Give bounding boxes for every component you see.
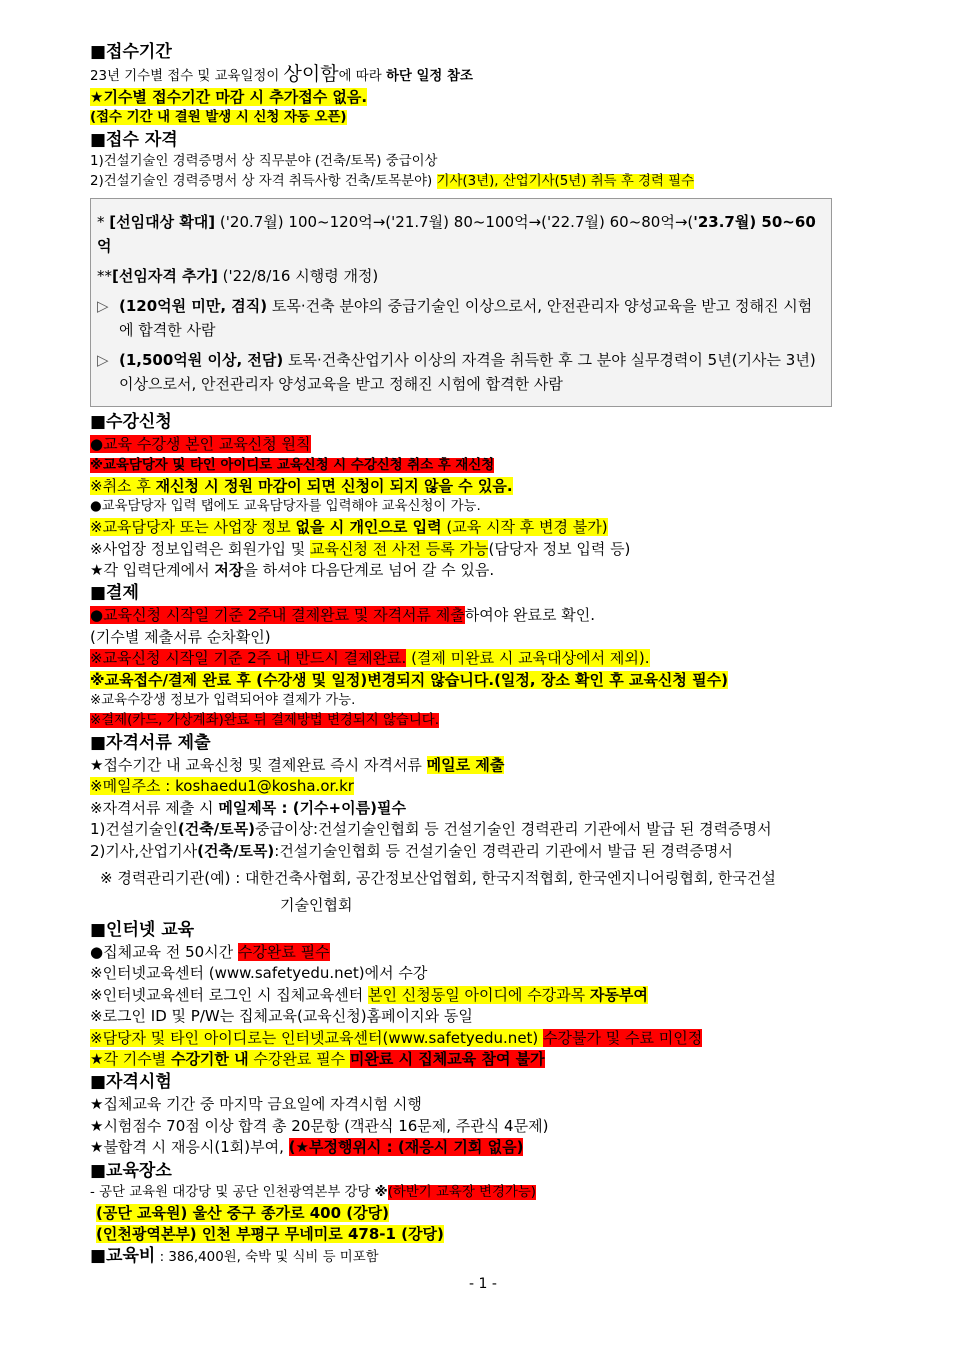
auto-assign-note: ※인터넷교육센터 로그인 시 집체교육센터 본인 신청동일 아이디에 수강과목 자동부여 xyxy=(90,985,648,1004)
section-heading-qualification: ■접수 자격 xyxy=(90,130,178,151)
section-heading-payment: ■결제 xyxy=(90,583,139,604)
venue-ulsan: (공단 교육원) 울산 중구 종가로 400 (강당) xyxy=(96,1203,389,1222)
registration-cancel-note: ※취소 후 재신청 시 정원 마감이 되면 신청이 되지 않을 수 있음. xyxy=(90,476,513,495)
other-id-note: ※담당자 및 타인 아이디로는 인터넷교육센터(www.safetyedu.net) 수강불가 및 수료 미인정 xyxy=(90,1028,703,1047)
document-type-1: 1)건설기술인(건축/토목)중급이상:건설기술인협회 등 건설기술인 경력관리 기관에서 발급 된 경력증명서 xyxy=(90,820,772,839)
appointment-qualification-added: **[선임자격 추가] ('22/8/16 시행령 개정) xyxy=(97,267,379,286)
section-heading-registration: ■수강신청 xyxy=(90,412,172,433)
section-heading-venue: ■교육장소 xyxy=(90,1160,172,1181)
section-heading-documents: ■자격서류 제출 xyxy=(90,733,211,754)
venue-incheon: (인천광역본부) 인천 부평구 무네미로 478-1 (강당) xyxy=(96,1224,444,1243)
no-change-note: ※교육접수/결제 완료 후 (수강생 및 일정)변경되지 않습니다.(일정, 장소 확인 후 교육신청 필수) xyxy=(90,670,728,689)
page-number: - 1 - xyxy=(469,1276,497,1292)
appointment-expansion: * [선임대상 확대] ('20.7월) 100~120억→('21.7월) 80~100억→('22.7월) 60~80억→('23.7월) 50~60억 xyxy=(97,213,816,256)
manager-input-note: ●교육담당자 입력 탭에도 교육담당자를 입력해야 교육신청이 가능. xyxy=(90,499,481,515)
no-extra-application-note: ★기수별 접수기간 마감 시 추가접수 없음. xyxy=(90,88,368,106)
triangle-bullet-icon: ▷ xyxy=(97,297,109,316)
save-step-note: ★각 입력단계에서 저장을 하셔야 다음단계로 넘어 갈 수 있음. xyxy=(90,561,495,580)
personal-input-note: ※교육담당자 또는 사업장 정보 없을 시 개인으로 입력 (교육 시작 후 변경 불가) xyxy=(90,518,608,537)
section-heading-internet-education: ■인터넷 교육 xyxy=(90,919,195,940)
registration-principle: ●교육 수강생 본인 교육신청 원칙 xyxy=(90,435,311,454)
auto-open-note: (접수 기간 내 결원 발생 시 신청 자동 오픈) xyxy=(90,110,347,126)
login-same-note: ※로그인 ID 및 P/W는 집체교육(교육신청)홈페이지와 동일 xyxy=(90,1007,473,1026)
triangle-bullet-icon: ▷ xyxy=(97,351,109,370)
section-heading-application-period: ■접수기간 xyxy=(90,42,172,62)
qualification-2: 2)건설기술인 경력증명서 상 자격 취득사항 건축/토목분야) 기사(3년), 산업기사(5년) 취득 후 경력 필수 xyxy=(90,174,695,190)
schedule-note: 23년 기수별 접수 및 교육일정이 상이함에 따라 하단 일정 참조 xyxy=(90,63,473,85)
online-center-note: ※인터넷교육센터 (www.safetyedu.net)에서 수강 xyxy=(90,964,428,983)
qualification-item-concurrent: ▷ (120억원 미만, 겸직) 토목·건축 분야의 중급기술인 이상으로서, 안전관리자 양성교육을 받고 정해진 시험에 합격한 사람 xyxy=(97,294,821,342)
venue-note: - 공단 교육원 대강당 및 공단 인천광역본부 강당 ※(하반기 교육장 변경가능) xyxy=(90,1184,537,1200)
exam-score-note: ★시험점수 70점 이상 합격 총 20문항 (객관식 16문제, 주관식 4문제) xyxy=(90,1116,549,1135)
email-submit-note: ★접수기간 내 교육신청 및 결제완료 즉시 자격서류 메일로 제출 xyxy=(90,756,505,775)
career-agency-list: ※ 경력관리기관(예) : 대한건축사협회, 공간정보산업협회, 한국지적협회, 한국엔지니어링협회, 한국건설 xyxy=(100,869,776,888)
appointment-info-box xyxy=(90,198,832,407)
document-type-2: 2)기사,산업기사(건축/토목):건설기술인협회 등 건설기술인 경력관리 기관에서 발급 된 경력증명서 xyxy=(90,841,733,860)
qualification-item-dedicated: ▷ (1,500억원 이상, 전담) 토목·건축산업기사 이상의 자격을 취득한 후 그 분야 실무경력이 5년(기사는 3년) 이상으로서, 안전관리자 양성교육을 받고 정해진 시험에 합격한 사람 xyxy=(97,348,821,396)
online-hours-note: ●집체교육 전 50시간 수강완료 필수 xyxy=(90,942,330,961)
document-page xyxy=(90,40,910,1268)
retake-note: ★불합격 시 재응시(1회)부여, (★부정행위시 : (재응시 기회 없음) xyxy=(90,1138,524,1157)
section-heading-exam: ■자격시험 xyxy=(90,1072,172,1093)
document-check-note: (기수별 제출서류 순차확인) xyxy=(90,627,271,646)
completion-deadline-note: ★각 기수별 수강기한 내 수강완료 필수 미완료 시 집체교육 참여 불가 xyxy=(90,1049,545,1068)
student-info-note: ※교육수강생 정보가 입력되어야 결제가 가능. xyxy=(90,693,356,709)
workplace-input-note: ※사업장 정보입력은 회원가입 및 교육신청 전 사전 등록 가능(담당자 정보 입력 등) xyxy=(90,539,631,558)
payment-deadline-note: ●교육신청 시작일 기준 2주내 결제완료 및 자격서류 제출하여야 완료로 확인. xyxy=(90,606,596,625)
payment-required-note: ※교육신청 시작일 기준 2주 내 반드시 결제완료. (결제 미완료 시 교육대상에서 제외). xyxy=(90,649,650,668)
education-fee: ■교육비 : 386,400원, 숙박 및 식비 등 미포함 xyxy=(90,1246,379,1267)
email-address: ※메일주소 : koshaedu1@kosha.or.kr xyxy=(90,777,354,796)
qualification-1: 1)건설기술인 경력증명서 상 직무분야 (건축/토목) 중급이상 xyxy=(90,154,438,170)
career-agency-list-cont: 기술인협회 xyxy=(280,895,353,914)
exam-day-note: ★집체교육 기간 중 마지막 금요일에 자격시험 시행 xyxy=(90,1095,422,1114)
email-subject-note: ※자격서류 제출 시 메일제목 : (기수+이름)필수 xyxy=(90,798,406,817)
registration-reapply-note: ※교육담당자 및 타인 아이디로 교육신청 시 수강신청 취소 후 재신청 xyxy=(90,457,495,473)
payment-method-note: ※결제(카드, 가상계좌)완료 뒤 결제방법 변경되지 않습니다. xyxy=(90,713,439,729)
